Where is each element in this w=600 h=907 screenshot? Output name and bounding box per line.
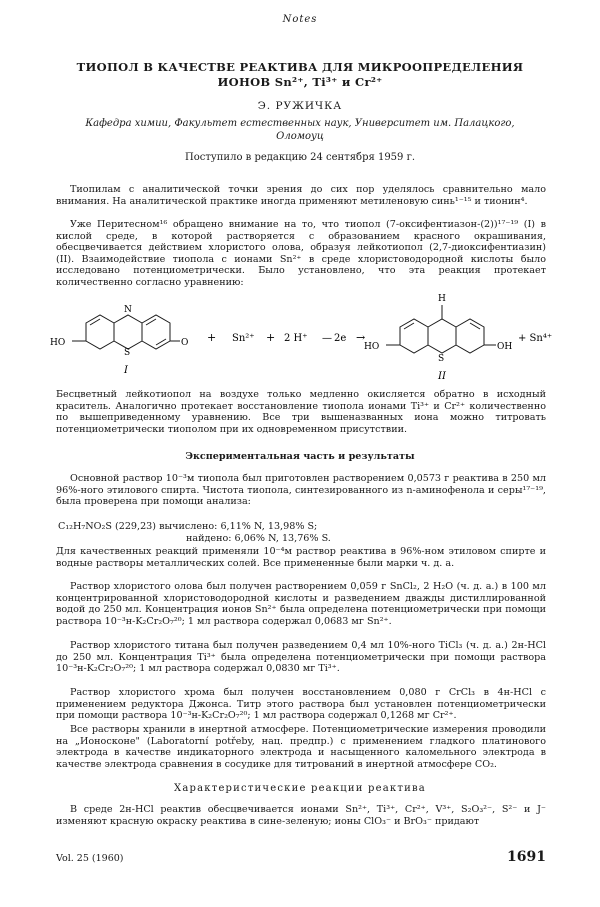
tin-ion: Sn²⁺: [232, 333, 255, 344]
affiliation-line-1: Кафедра химии, Факультет естественных наук, Университет им. Палацкого,: [85, 118, 515, 129]
title-line-1: ТИОПОЛ В КАЧЕСТВЕ РЕАКТИВА ДЛЯ МИКРООПРЕДЕЛЕНИЯ: [76, 60, 524, 74]
reaction-scheme: [40, 283, 560, 383]
electrons: 2e: [334, 333, 347, 344]
experimental-heading: Экспериментальная часть и результаты: [185, 451, 415, 462]
received-date: Поступило в редакцию 24 сентября 1959 г.: [185, 152, 415, 163]
plus-sign-1: +: [207, 331, 217, 344]
page-number: 1691: [507, 849, 546, 865]
volume-info: Vol. 25 (1960): [56, 853, 124, 864]
dash: —: [322, 333, 332, 344]
reactant-atom-ho: HO: [50, 338, 66, 348]
experimental-paragraph-5: Раствор хлористого хрома был получен восстановлением 0,080 г CrCl₃ в 4н-HCl с применением редуктора Джонса. Титр этого раствора был установлен потенциометрически при помощи раствора 10⁻³н-K₂Cr₂O₇²⁰; 1 мл раствора содержал 0,1268 мг Cr²⁺.: [56, 687, 546, 722]
experimental-paragraph-4: Раствор хлористого титана был получен разведением 0,4 мл 10%-ного TiCl₃ (ч. д. а.) 2н-HCl до 250 мл. Концентрация Ti³⁺ была определена потенциометрически при помощи раствора 10⁻³н-K₂Cr₂O₇²⁰; 1 мл раствора содержал 0,0830 мг Ti³⁺.: [56, 640, 546, 675]
section-header: Notes: [282, 14, 318, 25]
experimental-paragraph-2: Для качественных реакций применяли 10⁻⁴м раствор реактива в 96%-ном этиловом спирте и водные растворы металлических солей. Все примененные были марки ч. д. а.: [56, 546, 546, 569]
article-title: [40, 60, 560, 90]
reactant-atom-o: O: [181, 338, 189, 348]
affiliation: [60, 117, 540, 143]
reaction-arrow: →: [356, 331, 366, 344]
experimental-paragraph-3: Раствор хлористого олова был получен растворением 0,059 г SnCl₂, 2 H₂O (ч. д. а.) в 100 мл концентрированной хлористоводородной кислоты и разведением дважды дистиллированной водой до 250 мл. Концентрация ионов Sn²⁺ была определена потенциометрически при помощи раствора 10⁻³н-K₂Cr₂O₇²⁰; 1 мл раствора содержал 0,0683 мг Sn²⁺.: [56, 581, 546, 627]
after-scheme-paragraph: Бесцветный лейкотиопол на воздухе только медленно окисляется обратно в исходный краситель. Аналогично протекает восстановление тиопола ионами Ti³⁺ и Cr²⁺ количественно по вышеприведенному уравнению. Все три вышеназванных иона можно титровать потенциометрически тиополом при их одновременном присутствии.: [56, 389, 546, 435]
intro-paragraph-2: Уже Перитесном¹⁶ обращено внимание на то, что тиопол (7-оксифентиазон-(2))¹⁷⁻¹⁹ (I) в кислой среде, в которой растворяется с образованием красного окрашивания, обесцвечивается действием хлористого олова, образуя лейкотиопол (2,7-диоксифентиазин) (II). Взаимодействие тиопола с ионами Sn²⁺ в среде хлористоводородной кислоты было исследовано потенциометрически. Было установлено, что эта реакция протекает количественно согласно уравнению:: [56, 219, 546, 288]
product-label: II: [438, 371, 446, 382]
plus-sign-2: +: [266, 331, 276, 344]
experimental-paragraph-1: Основной раствор 10⁻³м тиопола был приготовлен растворением 0,0573 г реактива в 250 мл 96%-ного этилового спирта. Чистота тиопола, синтезированного из n-аминофенола и серы¹⁷⁻¹⁹, была проверена при помощи анализа:: [56, 473, 546, 508]
product-atom-h: H: [438, 294, 446, 304]
author: Э. РУЖИЧКА: [257, 100, 343, 112]
analysis-found: найдено: 6,06% N, 13,76% S.: [186, 532, 331, 544]
product-atom-ho: HO: [364, 342, 380, 352]
experimental-paragraph-6: Все растворы хранили в инертной атмосфере. Потенциометрические измерения проводили на „Ионосконе" (Laboratorní potřeby, нац. предпр.) с применением гладкого платинового электрода в качестве индикаторного электрода и насыщенного каломельного электрода в качестве электрода сравнения в сосудике для титрований в инертной атмосфере CO₂.: [56, 724, 546, 770]
product-atom-oh: OH: [497, 342, 513, 352]
characteristics-paragraph-1: В среде 2н-HCl реактив обесцвечивается ионами Sn²⁺, Ti³⁺, Cr²⁺, V³⁺, S₂O₃²⁻, S²⁻ и J⁻ изменяют красную окраску реактива в сине-зеленую; ионы ClO₃⁻ и BrO₃⁻ придают: [56, 804, 546, 827]
title-line-2: ИОНОВ Sn²⁺, Ti³⁺ и Cr²⁺: [217, 75, 383, 89]
protons: 2 H⁺: [284, 333, 308, 344]
reactant-structure: [72, 315, 180, 349]
affiliation-line-2: Оломоуц: [276, 131, 324, 142]
elemental-analysis: [56, 521, 546, 544]
product-atom-s: S: [438, 354, 445, 364]
reactant-atom-s: S: [124, 348, 131, 358]
analysis-calculated: C₁₂H₇NO₂S (229,23) вычислено: 6,11% N, 13,98% S;: [58, 521, 318, 532]
reactant-label: I: [124, 365, 128, 376]
characteristics-heading: Характеристические реакции реактива: [174, 783, 426, 794]
reactant-atom-n: N: [124, 305, 132, 315]
tin-iv-ion: + Sn⁴⁺: [518, 333, 553, 344]
intro-paragraph-1: Тиопилам с аналитической точки зрения до сих пор уделялось сравнительно мало внимания. На аналитической практике иногда применяют метиленовую синь¹⁻¹⁵ и тионин⁴.: [56, 184, 546, 207]
product-structure: [386, 305, 496, 353]
